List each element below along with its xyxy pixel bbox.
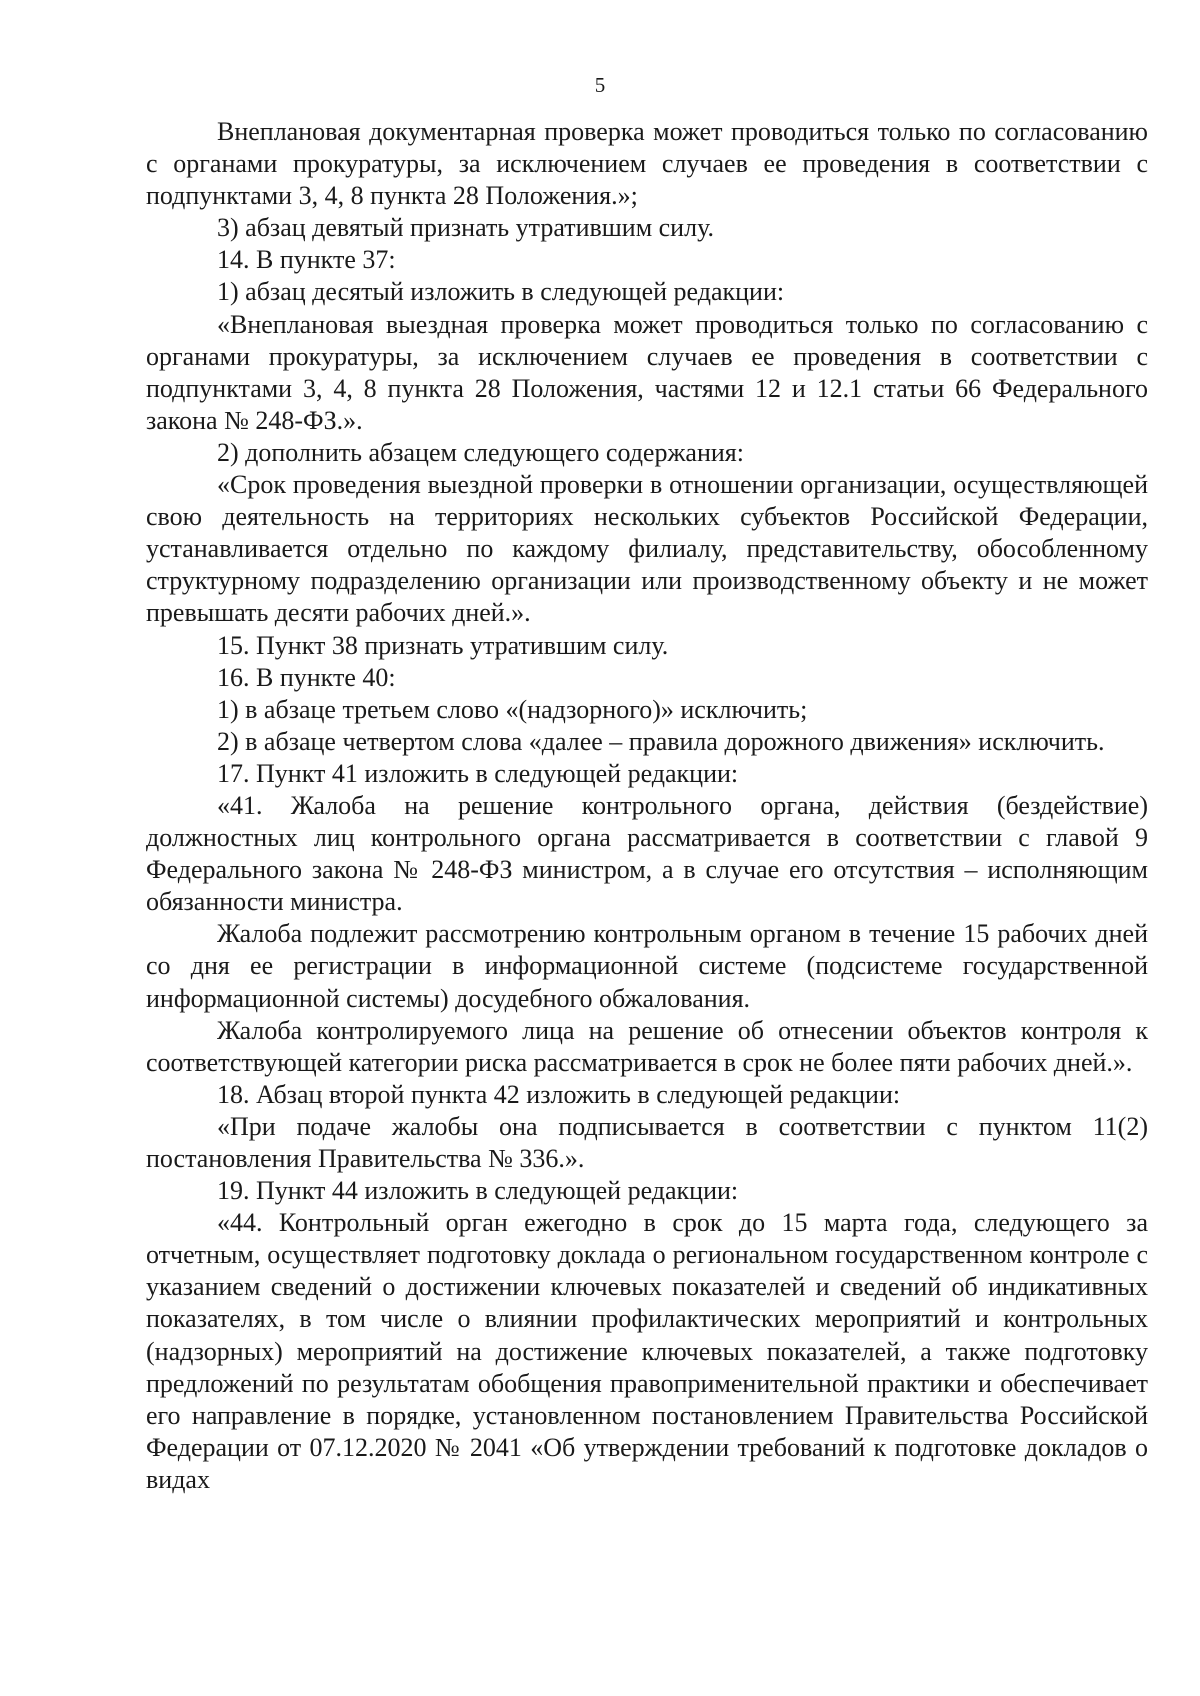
document-body xyxy=(146,116,1148,1496)
paragraph: 2) дополнить абзацем следующего содержания: xyxy=(217,437,744,467)
paragraph: Жалоба подлежит рассмотрению контрольным органом в течение 15 рабочих дней со дня ее регистрации в информационной системе (подсистеме государственной информационной системы) досудебного обжалования. xyxy=(146,919,1148,1013)
paragraph: «44. Контрольный орган ежегодно в срок до 15 марта года, следующего за отчетным, осуществляет подготовку доклада о региональном государственном контроле с указанием сведений о достижении ключевых показателей и сведений об индикативных показателях, в том числе о влиянии профилактических мероприятий и контрольных (надзорных) мероприятий на достижение ключевых показателей, а также подготовку предложений по результатам обобщения правоприменительной практики и обеспечивает его направление в порядке, установленном постановлением Правительства Российской Федерации от 07.12.2020 № 2041 «Об утверждении требований к подготовке докладов о видах xyxy=(146,1208,1148,1494)
paragraph: Жалоба контролируемого лица на решение об отнесении объектов контроля к соответствующей категории риска рассматривается в срок не более пяти рабочих дней.». xyxy=(146,1015,1148,1077)
page-number: 5 xyxy=(594,73,606,97)
paragraph: «41. Жалоба на решение контрольного органа, действия (бездействие) должностных лиц контрольного органа рассматривается в соответствии с главой 9 Федерального закона № 248-ФЗ министром, а в случае его отсутствия – исполняющим обязанности министра. xyxy=(146,790,1148,917)
paragraph: 17. Пункт 41 изложить в следующей редакции: xyxy=(217,758,739,788)
paragraph: 19. Пункт 44 изложить в следующей редакции: xyxy=(217,1176,739,1206)
paragraph: 15. Пункт 38 признать утратившим силу. xyxy=(217,630,669,660)
paragraph: 18. Абзац второй пункта 42 изложить в следующей редакции: xyxy=(217,1079,901,1109)
paragraph: «При подаче жалобы она подписывается в соответствии с пунктом 11(2) постановления Правительства № 336.». xyxy=(146,1111,1148,1173)
paragraph: «Внеплановая выездная проверка может проводиться только по согласованию с органами прокуратуры, за исключением случаев ее проведения в соответствии с подпунктами 3, 4, 8 пункта 28 Положения, частями 12 и 12.1 статьи 66 Федерального закона № 248-ФЗ.». xyxy=(146,309,1148,435)
paragraph: 1) абзац десятый изложить в следующей редакции: xyxy=(217,277,785,307)
paragraph: 2) в абзаце четвертом слова «далее – правила дорожного движения» исключить. xyxy=(217,726,1105,756)
paragraph: Внеплановая документарная проверка может проводиться только по согласованию с органами прокуратуры, за исключением случаев ее проведения в соответствии с подпунктами 3, 4, 8 пункта 28 Положения.»; xyxy=(146,117,1148,211)
paragraph: 3) абзац девятый признать утратившим силу. xyxy=(217,213,714,243)
paragraph: 16. В пункте 40: xyxy=(217,662,396,692)
paragraph: 14. В пункте 37: xyxy=(217,245,396,275)
paragraph: 1) в абзаце третьем слово «(надзорного)» исключить; xyxy=(217,694,808,724)
paragraph: «Срок проведения выездной проверки в отношении организации, осуществляющей свою деятельность на территориях нескольких субъектов Российской Федерации, устанавливается отдельно по каждому филиалу, представительству, обособленному структурному подразделению организации или производственному объекту и не может превышать десяти рабочих дней.». xyxy=(146,470,1148,628)
